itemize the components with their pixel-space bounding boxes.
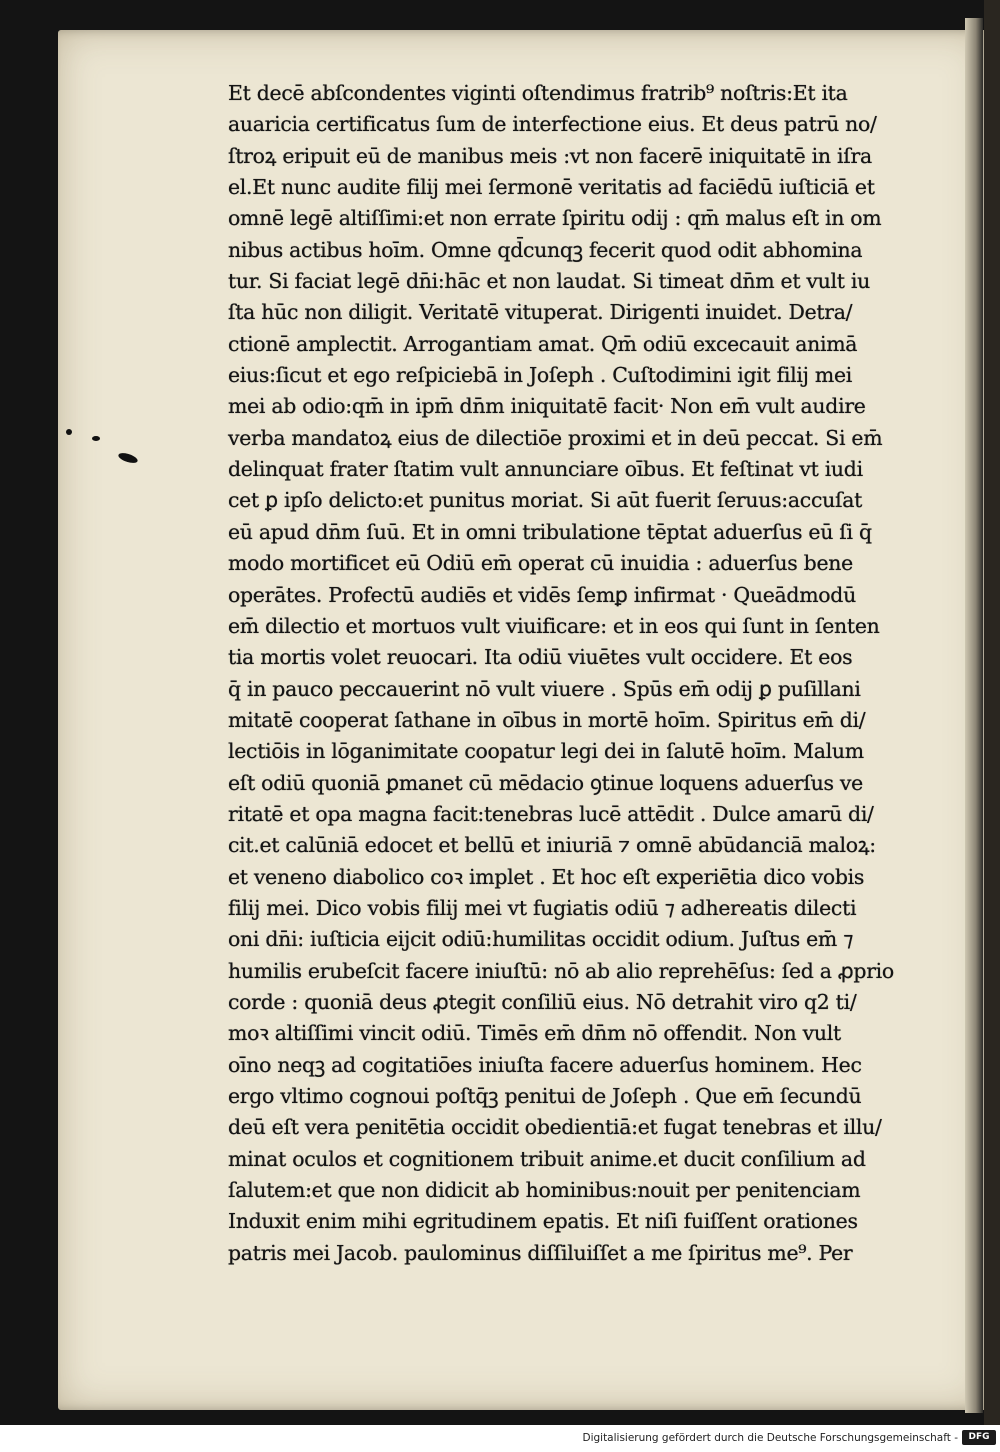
text-line: oni dn̄i: iuſticia eijcit odiū:humilitas occidit odium. Juſtus em̄ ⁊ [228, 927, 854, 952]
text-line: mei ab odio:qm̄ in ipm̄ dn̄m iniquitatē facit· Non em̄ vult audire [228, 394, 866, 419]
footer [0, 1425, 1000, 1452]
text-line: modo mortificet eū Odiū em̄ operat cū inuidia : aduerſus bene [228, 551, 853, 576]
text-line: delinquat frater ſtatim vult annunciare oībus. Et feſtinat vt iudi [228, 457, 863, 482]
text-line: Induxit enim mihi egritudinem epatis. Et niſi fuiſſent orationes [228, 1209, 858, 1234]
ink-spot [92, 436, 100, 441]
dfg-logo: DFG [962, 1430, 996, 1445]
text-line: tia mortis volet reuocari. Ita odiū viuētes vult occidere. Et eos [228, 645, 853, 670]
text-line: em̄ dilectio et mortuos vult viuificare: et in eos qui ſunt in ſenten [228, 613, 880, 638]
text-line: eius:ſicut et ego reſpiciebā in Joſeph . Cuſtodimini igit filij mei [228, 363, 853, 388]
text-line: filij mei. Dico vobis filij mei vt fugiatis odiū ⁊ adhereatis dilecti [228, 895, 857, 920]
text-line: omnē legē altiſſimi:et non errate ſpiritu odij : qm̄ malus eſt in om [228, 206, 882, 231]
text-line: lectiōis in lōganimitate coopatur legi dei in ſalutē hoīm. Malum [228, 739, 864, 764]
text-line: ctionē amplectit. Arrogantiam amat. Qm̄ odiū excecauit animā [228, 331, 858, 356]
text-line: cit.et calūniā edocet et bellū et iniuriā ⁊ omnē abūdanciā maloꝝ: [228, 833, 876, 858]
text-line: ſalutem:et que non didicit ab hominibus:nouit per penitenciam [228, 1178, 861, 1203]
text-line: ritatē et opa magna facit:tenebras lucē attēdit . Dulce amarū di/ [228, 801, 874, 826]
text-line: auaricia certificatus ſum de interfectione eius. Et deus patrū no/ [228, 112, 877, 137]
text-line: oīno neqꝫ ad cogitatiōes iniuſta facere aduerſus hominem. Hec [228, 1052, 862, 1077]
text-line: verba mandatoꝝ eius de dilectiōe proximi et in deū peccat. Si em̄ [228, 425, 883, 450]
text-line: ergo vltimo cognoui poſtq̄ꝫ penitui de Joſeph . Que em̄ ſecundū [228, 1084, 862, 1108]
text-line: corde : quoniā deus ꝓtegit conſiliū eius. Nō detrahit viro q2 ti/ [228, 989, 857, 1014]
text-line: mitatē cooperat ſathane in oībus in mortē hoīm. Spiritus em̄ di/ [228, 707, 866, 732]
text-line: el.Et nunc audite filij mei ſermonē veritatis ad faciēdū iuſticiā et [228, 175, 875, 200]
text-line: minat oculos et cognitionem tribuit anime.et ducit conſilium ad [228, 1146, 866, 1171]
text-block [228, 78, 968, 1269]
book-board [984, 0, 1000, 1425]
ink-spot [66, 429, 72, 435]
text-line: et veneno diabolico coꝛ implet . Et hoc eſt experiētia dico vobis [228, 864, 865, 889]
text-line: q̄ in pauco peccauerint nō vult viuere . Spūs em̄ odij ꝑ puſillani [228, 676, 861, 701]
text-line: operātes. Profectū audiēs et vidēs ſemꝑ infirmat · Queādmodū [228, 582, 856, 607]
text-line: ſtroꝝ eripuit eū de manibus meis :vt non facerē iniquitatē in iſra [228, 143, 872, 168]
text-line: eſt odiū quoniā ꝑmanet cū mēdacio ꝯtinue loquens aduerſus ve [228, 770, 863, 795]
text-line: ſta hūc non diligit. Veritatē vituperat. Dirigenti inuidet. Detra/ [228, 300, 853, 325]
text-line: nibus actibus hoīm. Omne qd̄cunqꝫ fecerit quod odit abhomina [228, 237, 863, 262]
text-line: Et decē abſcondentes viginti oſtendimus fratrib⁹ noſtris:Et ita [228, 81, 848, 105]
text-line: eū apud dn̄m ſuū. Et in omni tribulatione tēptat aduerſus eū ſi q̄ [228, 519, 872, 544]
text-line: moꝛ altiſſimi vincit odiū. Timēs em̄ dn̄m nō offendit. Non vult [228, 1021, 841, 1046]
text-line: humilis erubeſcit facere iniuſtū: nō ab alio reprehēſus: ſed a ꝓprio [228, 958, 894, 983]
text-line: tur. Si faciat legē dn̄i:hāc et non laudat. Si timeat dn̄m et vult iu [228, 269, 871, 294]
footer-credit: Digitalisierung gefördert durch die Deutsche Forschungsgemeinschaft - [582, 1432, 958, 1444]
text-line: patris mei Jacob. paulominus diſſiluiſſet a me ſpiritus me⁹. Per [228, 1240, 853, 1265]
text-line: cet ꝑ ipſo delicto:et punitus moriat. Si aūt fuerit ſeruus:accuſat [228, 488, 863, 513]
text-line: deū eſt vera penitētia occidit obedientiā:et fugat tenebras et illu/ [228, 1115, 882, 1140]
